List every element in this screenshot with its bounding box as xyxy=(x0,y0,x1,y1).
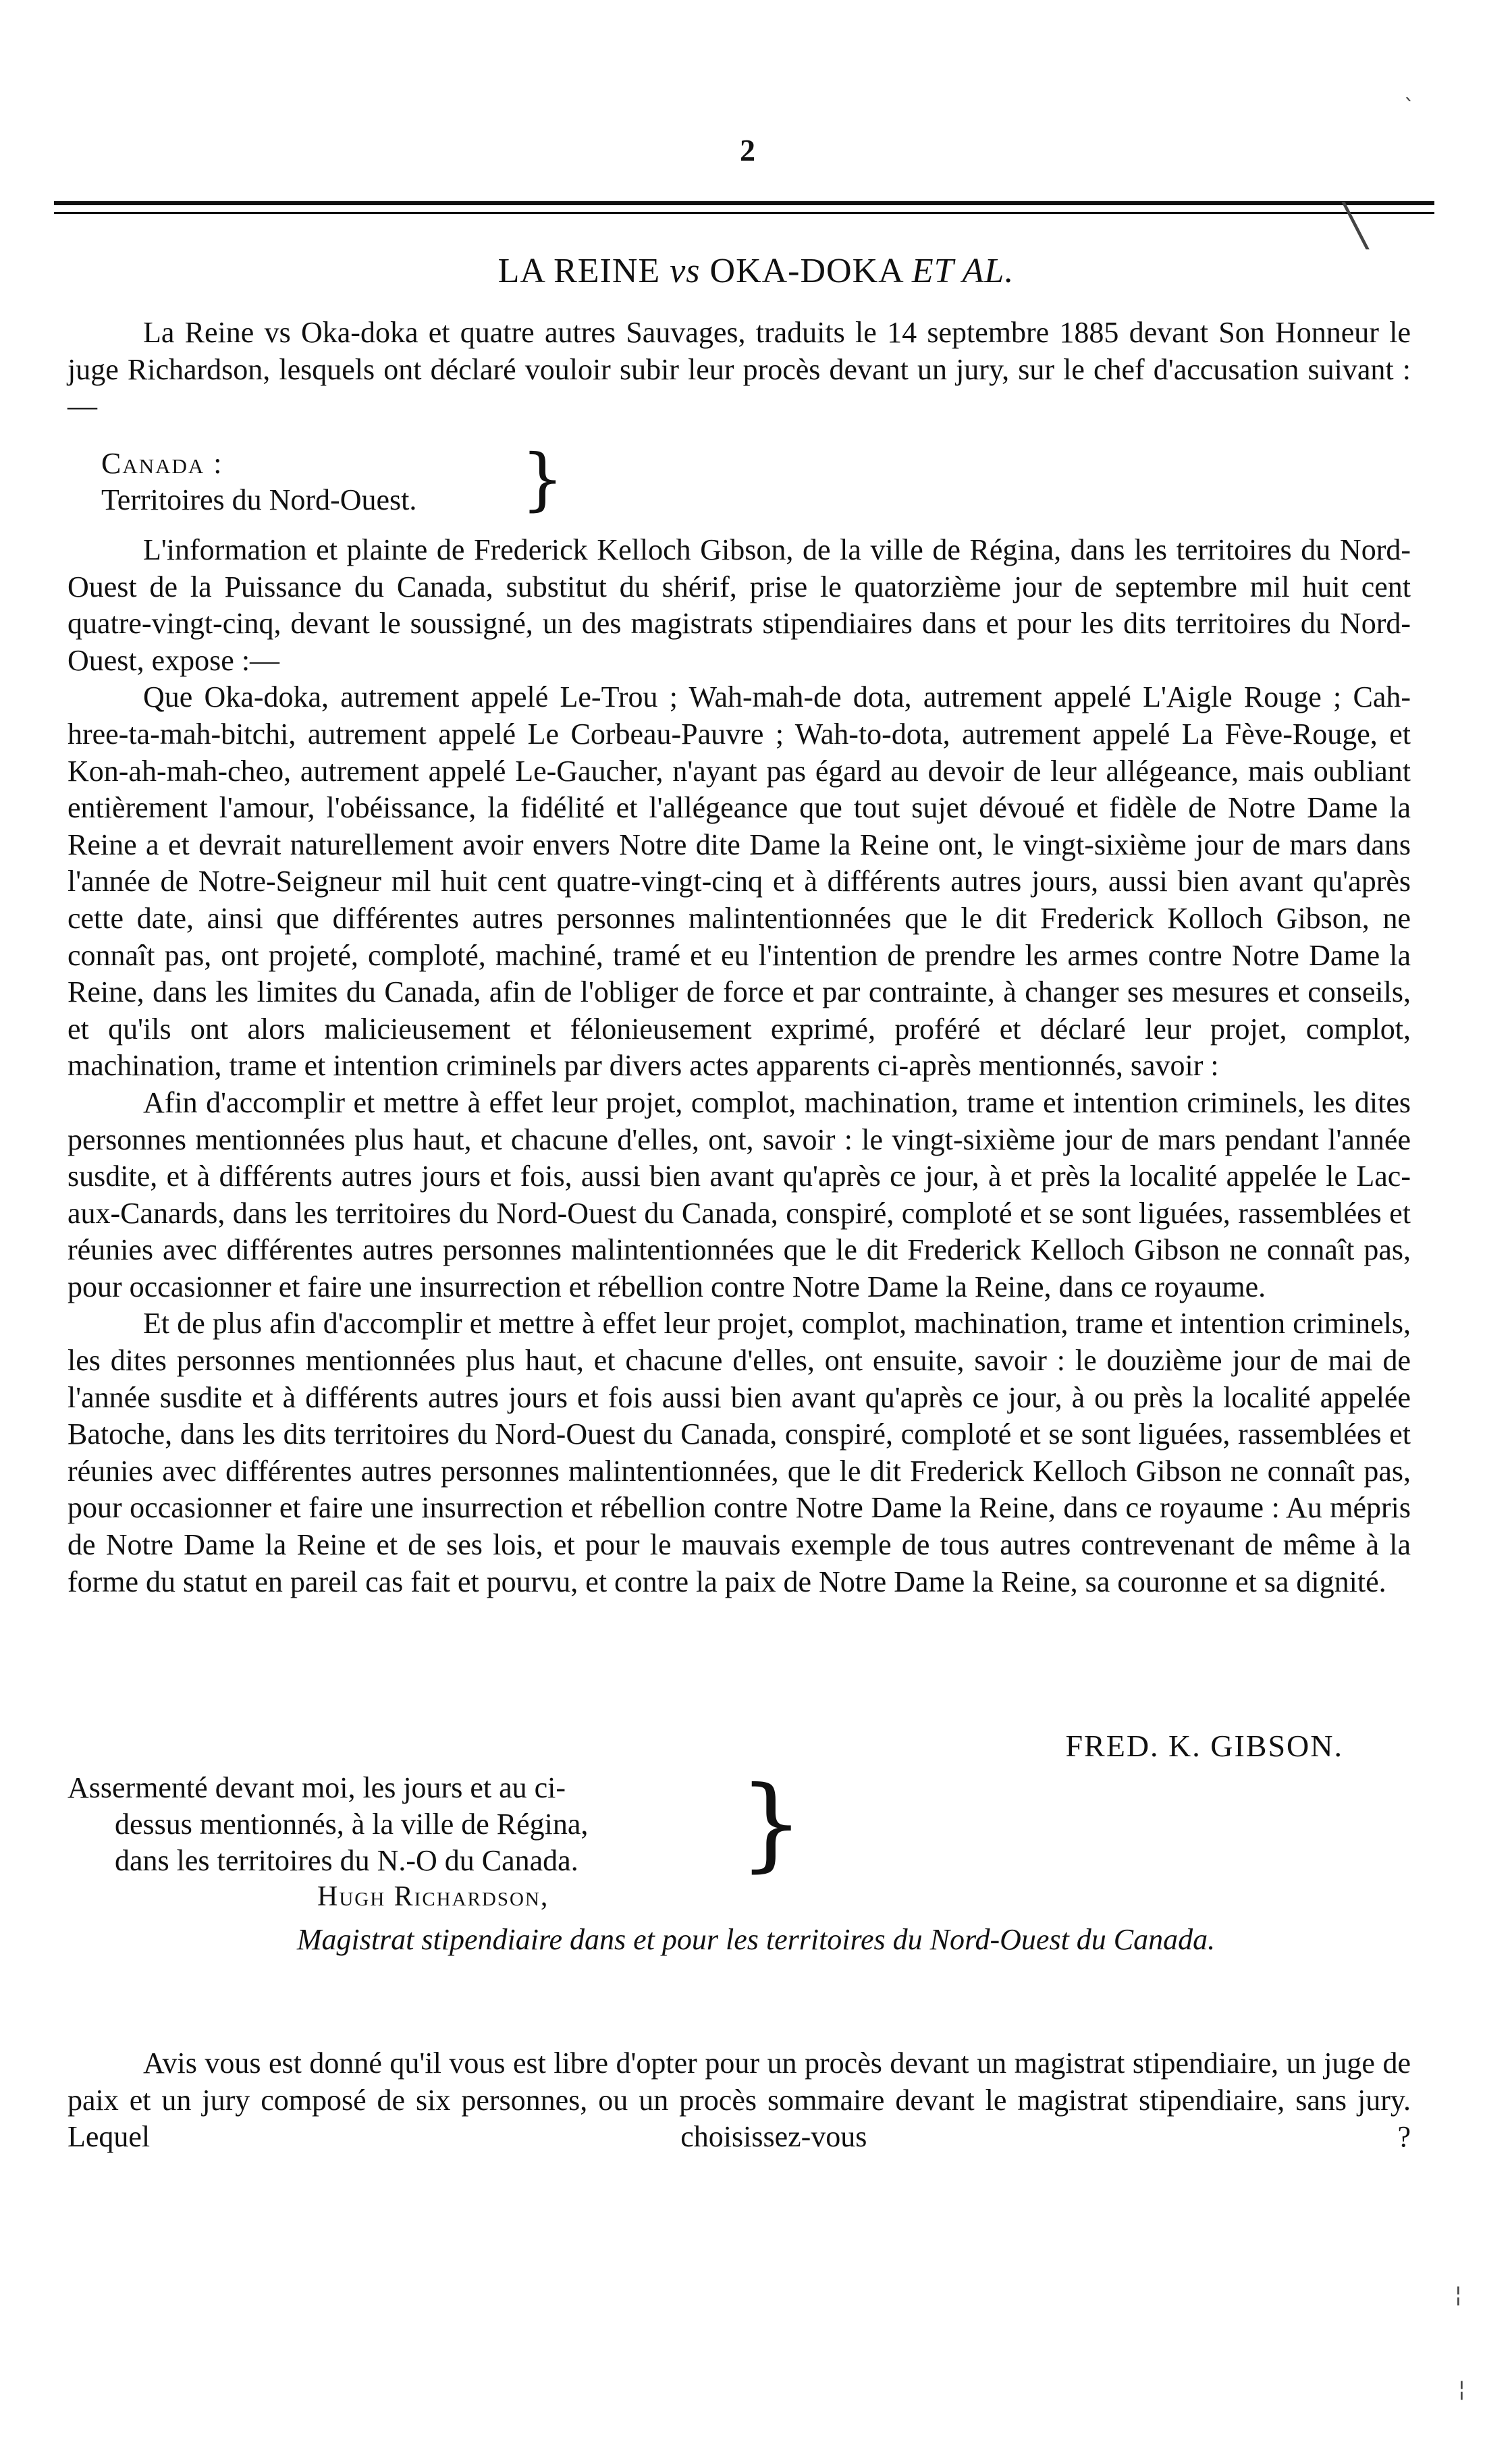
title-main: LA REINE xyxy=(497,252,661,290)
signature: FRED. K. GIBSON. xyxy=(1065,1729,1343,1763)
right-brace-icon: } xyxy=(521,439,564,518)
intro-paragraph: La Reine vs Oka-doka et quatre autres Sauvages, traduits le 14 septembre 1885 devant Son Honneur le juge Richardson, lesquels ont déclaré vouloir subir leur procès devant un jury, sur le chef d'accusation suivant :— xyxy=(68,316,1411,423)
sworn-line-2: dessus mentionnés, à la ville de Régina, xyxy=(115,1808,589,1841)
notice-section xyxy=(68,2045,1411,2156)
page-number: 2 xyxy=(740,133,755,167)
title-parties: OKA-DOKA xyxy=(709,252,902,290)
header-rule-thick xyxy=(54,201,1434,205)
header-rule-thin xyxy=(54,212,1434,214)
document-body xyxy=(68,315,1411,425)
scan-speck-icon: ˋ xyxy=(1404,94,1415,120)
scan-speck-icon: ¦ xyxy=(1455,2281,1462,2307)
magistrate-name: Hugh Richardson, xyxy=(317,1881,549,1912)
scan-stroke-icon: ╲ xyxy=(1343,202,1368,250)
complaint-body xyxy=(68,532,1411,1600)
case-title xyxy=(0,251,1512,291)
title-vs: vs xyxy=(670,252,701,290)
sworn-line-3: dans les territoires du N.-O du Canada. xyxy=(115,1844,578,1877)
sworn-statement xyxy=(68,1770,742,1879)
jurisdiction-line-2: Territoires du Nord-Ouest. xyxy=(101,483,417,516)
magistrate-title: Magistrat stipendiaire dans et pour les territoires du Nord-Ouest du Canada. xyxy=(296,1923,1216,1956)
scan-speck-icon: ¦ xyxy=(1458,2376,1465,2402)
paragraph-information: L'information et plainte de Frederick Kelloch Gibson, de la ville de Régina, dans les territoires du Nord-Ouest de la Puissance du Canada, substitut du shérif, prise le quatorzième jour de septembre mil huit cent quatre-vingt-cinq, devant le soussigné, un des magistrats stipendiaires dans et pour les dits territoires du Nord-Ouest, expose :— xyxy=(68,533,1411,677)
paragraph-duck-lake: Afin d'accomplir et mettre à effet leur projet, complot, machination, trame et intention criminels, les dites personnes mentionnées plus haut, et chacune d'elles, ont, savoir : le vingt-sixième jour de mars pendant l'année susdite, et à différents autres jours et fois, aussi bien avant qu'après ce jour, à et près la localité appelée le Lac-aux-Canards, dans les territoires du Nord-Ouest du Canada, conspiré, comploté et se sont liguées, rassemblées et réunies avec différentes autres personnes malintentionnées que le dit Frederick Kelloch Gibson ne connaît pas, pour occasionner et faire une insurrection et rébellion contre Notre Dame la Reine, dans ce royaume. xyxy=(68,1085,1411,1303)
jurisdiction-line-1: Canada : xyxy=(101,447,223,480)
sworn-line-1: Assermenté devant moi, les jours et au ci- xyxy=(68,1771,566,1804)
title-et-al: ET AL. xyxy=(911,252,1015,290)
paragraph-batoche: Et de plus afin d'accomplir et mettre à effet leur projet, complot, machination, trame et intention criminels, les dites personnes mentionnées plus haut, et chacune d'elles, ont ensuite, savoir : le douzième jour de mai de l'année susdite et à différents autres jours et fois aussi bien avant qu'après ce jour, à ou près la localité appelée Batoche, dans les dits territoires du Nord-Ouest du Canada, conspiré, comploté et se sont liguées, rassemblées et réunies avec différentes autres personnes malintentionnées, que le dit Frederick Kelloch Gibson ne connaît pas, pour occasionner et faire une insurrection et rébellion contre Notre Dame la Reine, dans ce royaume : Au mépris de Notre Dame la Reine et de ses lois, et pour le mauvais exemple de tous autres contrevenant de même à la forme du statut en pareil cas fait et pourvu, et contre la paix de Notre Dame la Reine, sa couronne et sa dignité. xyxy=(68,1307,1411,1598)
notice-paragraph: Avis vous est donné qu'il vous est libre d'opter pour un procès devant un magistrat stipendiaire, un juge de paix et un jury composé de six personnes, ou un procès sommaire devant le magistrat stipendiaire, sans jury. Lequel choisissez-vous ? xyxy=(68,2047,1411,2154)
paragraph-accused: Que Oka-doka, autrement appelé Le-Trou ; Wah-mah-de dota, autrement appelé L'Aigle Rouge ; Cah-hree-ta-mah-bitchi, autrement appelé Le Corbeau-Pauvre ; Wah-to-dota, autrement appelé La Fève-Rouge, et Kon-ah-mah-cheo, autrement appelé Le-Gaucher, n'ayant pas égard au devoir de leur allégeance, mais oubliant entièrement l'amour, l'obéissance, la fidélité et l'allégeance que tout sujet dévoué et fidèle de Notre Dame la Reine a et devrait naturellement avoir envers Notre dite Dame la Reine ont, le vingt-sixième jour de mars dans l'année de Notre-Seigneur mil huit cent quatre-vingt-cinq et à différents autres jours, aussi bien avant qu'après cette date, ainsi que différentes autres personnes malintentionnées que le dit Frederick Kolloch Gibson, ne connaît pas, ont projeté, comploté, machiné, tramé et eu l'intention de prendre les armes contre Notre Dame la Reine, dans les limites du Canada, afin de l'obliger de force et par contrainte, à changer ses mesures et conseils, et qu'ils ont alors malicieusement et félonieusement exprimé, proféré et déclaré leur projet, complot, machination, trame et intention criminels par divers actes apparents ci-après mentionnés, savoir : xyxy=(68,680,1411,1083)
right-brace-icon: } xyxy=(739,1765,804,1882)
